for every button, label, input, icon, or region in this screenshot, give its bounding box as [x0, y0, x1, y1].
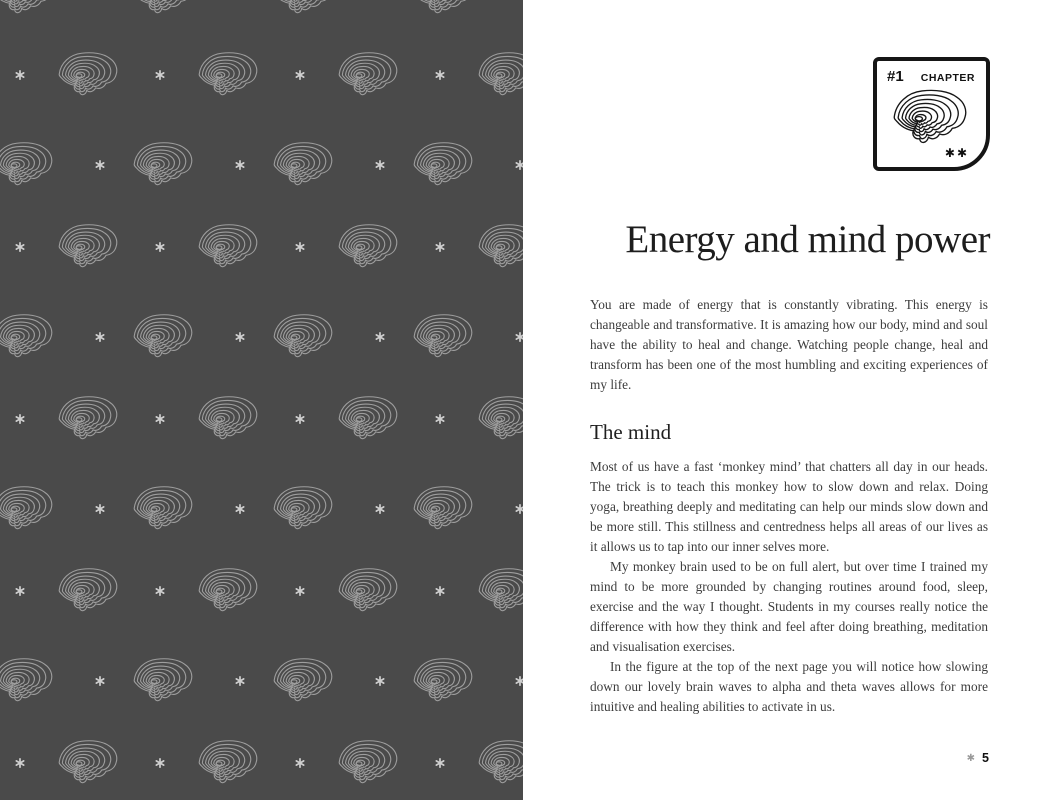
body-paragraph: My monkey brain used to be on full alert, but over time I trained my mind to be more grounded by changing routines around food, sleep, exercise and the way I thought. Students in my courses really notice the difference with how they think and feel after doing breathing, meditation and visualisation exercises.: [590, 559, 988, 654]
badge-stars-icon: ✱✱: [944, 146, 969, 160]
body-content: [590, 295, 988, 717]
page-number: 5: [982, 751, 989, 765]
folio-star-icon: ✱: [966, 752, 976, 764]
body-paragraph: In the figure at the top of the next page you will notice how slowing down our lovely brain waves to alpha and theta waves allows for more intuitive and healing abilities to activate in us.: [590, 659, 988, 714]
chapter-label: CHAPTER: [920, 72, 975, 84]
brain-contour-icon: [890, 87, 970, 149]
chapter-title: Energy and mind power: [625, 218, 990, 261]
section-heading: The mind: [590, 420, 672, 444]
right-page: [523, 0, 1046, 800]
body-paragraph: Most of us have a fast ‘monkey mind’ that chatters all day in our heads. The trick is to teach this monkey how to slow down and relax. Doing yoga, breathing deeply and meditating can help our minds slow down and be more still. This stillness and centredness helps all areas of our lives as it allows us to tap into our inner selves more.: [590, 459, 988, 554]
chapter-badge: [873, 57, 990, 171]
intro-paragraph: You are made of energy that is constantly vibrating. This energy is changeable and transformative. It is amazing how our body, mind and soul have the ability to heal and change. Watching people change, heal and transform has been one of the most humbling and exciting experiences of my life.: [590, 297, 988, 392]
page-footer: [967, 751, 989, 765]
chapter-number: #1: [887, 68, 904, 85]
